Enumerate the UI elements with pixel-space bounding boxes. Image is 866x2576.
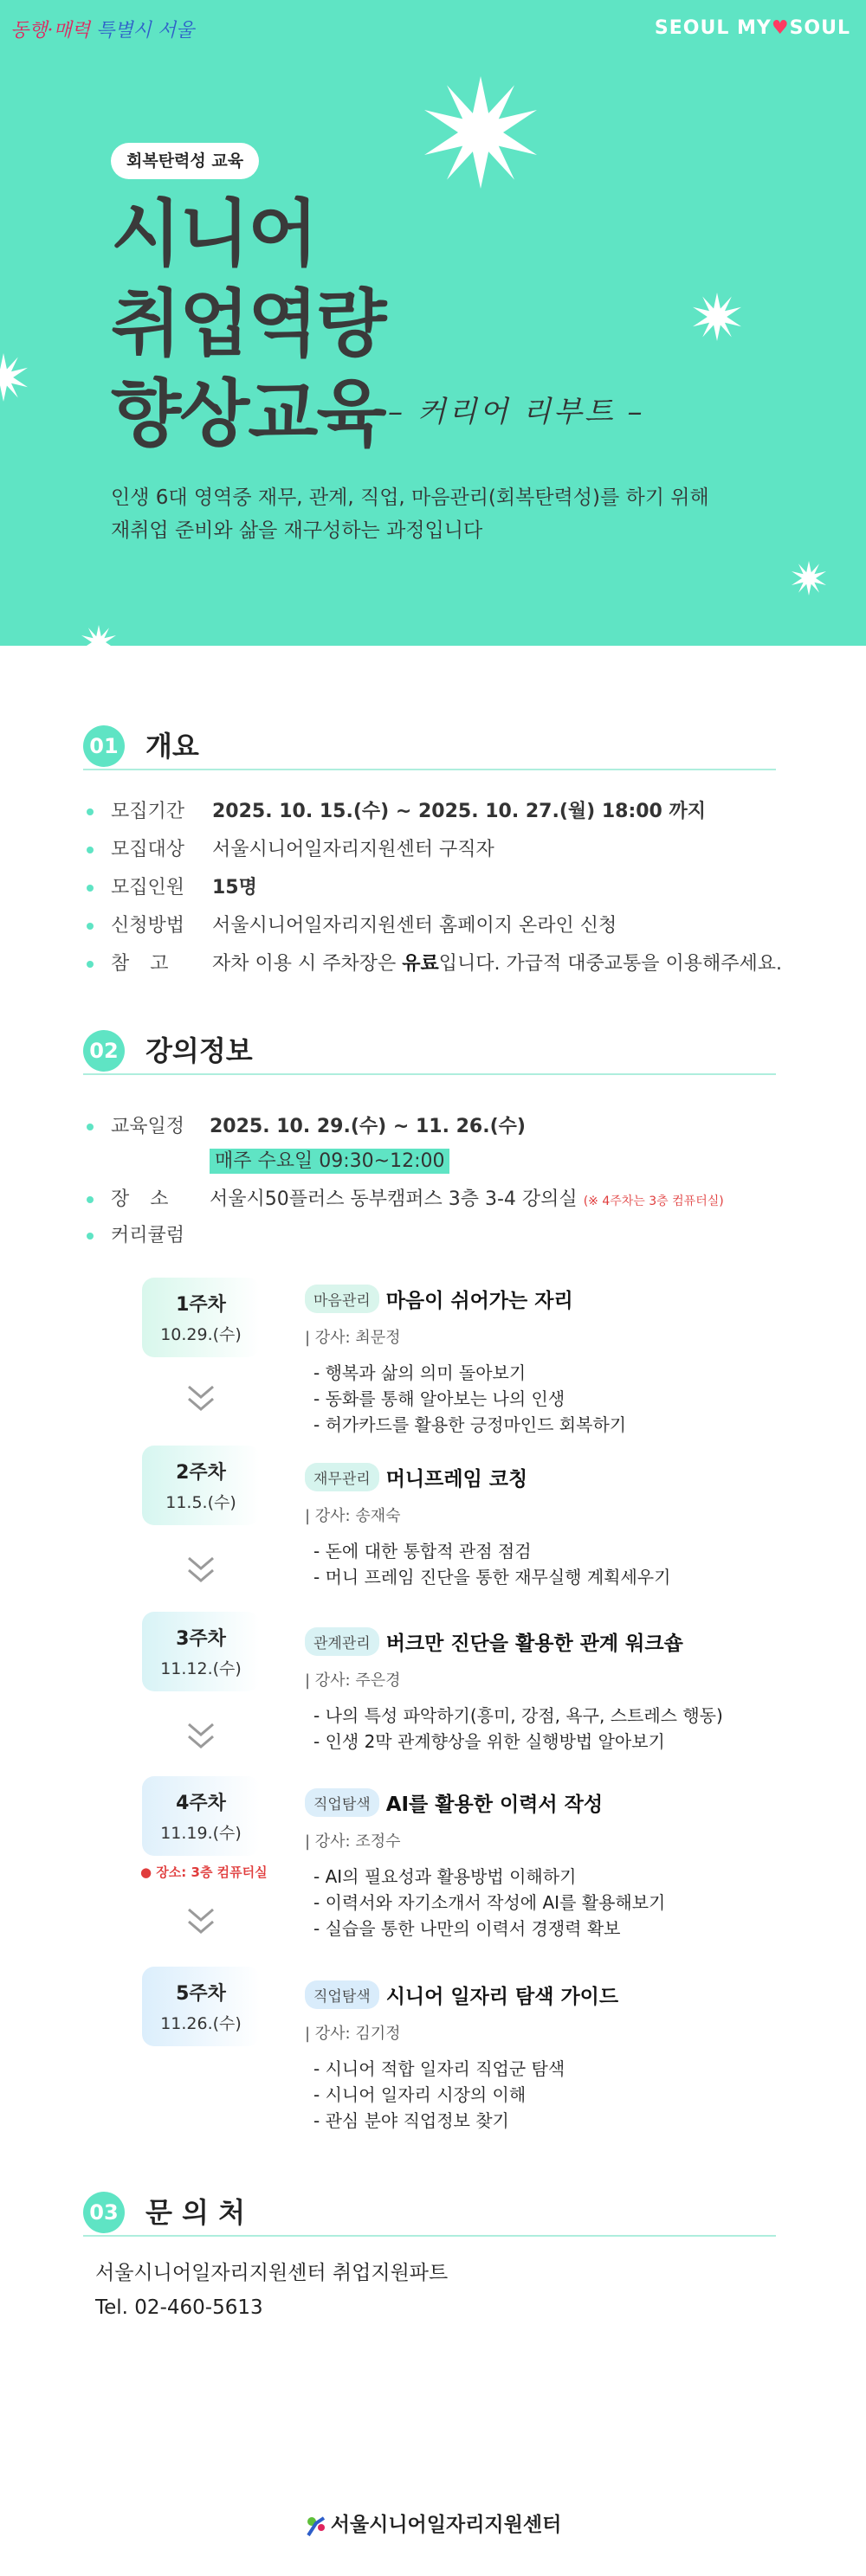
list-item: - 돈에 대한 통합적 관점 점검 — [313, 1541, 532, 1562]
sparkle-star-icon — [424, 76, 537, 189]
course-2 — [305, 1463, 790, 1590]
category-tag: 재무관리 — [305, 1463, 379, 1491]
week-card-3: 3주차 11.12.(수) — [142, 1612, 260, 1691]
info-row-target: 모집대상 서울시니어일자리지원센터 구직자 — [87, 833, 797, 867]
list-item: - 인생 2막 관계향상을 위한 실행방법 알아보기 — [313, 1731, 665, 1752]
section-contact-header — [83, 2186, 776, 2237]
place-note: (※ 4주차는 3층 컴퓨터실) — [583, 1195, 724, 1208]
org-logo-icon — [305, 2515, 327, 2537]
bullet-dot-icon — [87, 961, 94, 968]
week-card-5: 5주차 11.26.(수) — [142, 1967, 260, 2046]
course-title: 버크만 진단을 활용한 관계 워크숍 — [385, 1633, 683, 1655]
instructor: | 강사: 송재숙 — [305, 1507, 401, 1525]
bullet-dot-icon — [87, 1124, 94, 1130]
bullet-dot-icon — [87, 923, 94, 930]
program-badge: 회복탄력성 교육 — [111, 143, 259, 179]
course-topics — [313, 1360, 790, 1438]
section-title: 문 의 처 — [145, 2196, 246, 2229]
section-overview-header — [83, 720, 776, 770]
bullet-dot-icon — [87, 1196, 94, 1203]
bullet-dot-icon — [87, 847, 94, 853]
list-item: - 행복과 삶의 의미 돌아보기 — [313, 1362, 527, 1383]
week-card-1: 1주차 10.29.(수) — [142, 1278, 260, 1357]
info-row-note: 참고 자차 이용 시 주차장은 유료입니다. 가급적 대중교통을 이용해주세요. — [87, 947, 797, 982]
section-title: 강의정보 — [145, 1034, 253, 1067]
chevron-down-icon — [182, 1717, 220, 1755]
section-number: 02 — [83, 1030, 125, 1072]
sparkle-star-icon — [693, 293, 741, 341]
sparkle-star-icon — [0, 353, 28, 402]
sparkle-star-icon — [81, 625, 116, 646]
course-title: AI를 활용한 이력서 작성 — [385, 1794, 604, 1816]
schedule-time-highlight: 매주 수요일 09:30~12:00 — [210, 1149, 449, 1174]
sparkle-star-icon — [792, 561, 826, 596]
hero-subtitle: – 커리어 리부트 – — [388, 395, 645, 429]
info-row-schedule: 교육일정 2025. 10. 29.(수) ~ 11. 26.(수) — [87, 1110, 797, 1144]
section-number: 01 — [83, 725, 125, 767]
course-topics — [313, 2056, 790, 2134]
contact-info — [95, 2256, 448, 2325]
category-tag: 직업탐색 — [305, 1980, 379, 2009]
list-item: - 실습을 통한 나만의 이력서 경쟁력 확보 — [313, 1918, 621, 1939]
course-1 — [305, 1285, 790, 1438]
list-item: - 시니어 일자리 시장의 이해 — [313, 2084, 527, 2105]
chevron-down-icon — [182, 1903, 220, 1941]
chevron-down-icon — [182, 1551, 220, 1589]
heart-icon: ♥ — [771, 17, 790, 39]
course-title: 머니프레임 코칭 — [385, 1468, 528, 1491]
info-row-apply-method: 신청방법 서울시니어일자리지원센터 홈페이지 온라인 신청 — [87, 909, 797, 943]
seoul-my-soul-logo: SEOUL MY♥SOUL — [654, 17, 850, 39]
week-card-2: 2주차 11.5.(수) — [142, 1446, 260, 1525]
course-topics — [313, 1703, 790, 1755]
list-item: - AI의 필요성과 활용방법 이해하기 — [313, 1866, 577, 1887]
course-topics — [313, 1864, 790, 1942]
contact-tel: Tel. 02-460-5613 — [95, 2296, 263, 2319]
info-row-curriculum: 커리큘럼 — [87, 1219, 797, 1253]
section-number: 03 — [83, 2192, 125, 2233]
footer-org-logo: 서울시니어일자리지원센터 — [0, 2508, 866, 2537]
instructor: | 강사: 주은경 — [305, 1671, 401, 1690]
list-item: - 나의 특성 파악하기(흥미, 강점, 욕구, 스트레스 행동) — [313, 1705, 723, 1726]
course-4 — [305, 1788, 790, 1942]
hero-title: 시니어 취업역량 향상교육 — [111, 191, 385, 456]
contact-org: 서울시니어일자리지원센터 취업지원파트 — [95, 2262, 449, 2284]
instructor: | 강사: 김기정 — [305, 2025, 401, 2043]
instructor: | 강사: 최문정 — [305, 1329, 401, 1347]
list-item: - 허가카드를 활용한 긍정마인드 회복하기 — [313, 1414, 627, 1435]
instructor: | 강사: 조정수 — [305, 1832, 401, 1851]
category-tag: 직업탐색 — [305, 1788, 379, 1817]
bullet-dot-icon — [87, 885, 94, 892]
bullet-dot-icon — [87, 1233, 94, 1240]
info-row-period: 모집기간 2025. 10. 15.(수) ~ 2025. 10. 27.(월) 18:00 까지 — [87, 795, 797, 829]
week4-location-note: ● 장소: 3층 컴퓨터실 — [140, 1864, 268, 1880]
list-item: - 동화를 통해 알아보는 나의 인생 — [313, 1388, 565, 1409]
course-topics — [313, 1538, 790, 1590]
section-lecture-header — [83, 1025, 776, 1075]
section-title: 개요 — [145, 730, 199, 763]
category-tag: 마음관리 — [305, 1285, 379, 1313]
bullet-dot-icon — [87, 808, 94, 815]
info-row-capacity: 모집인원 15명 — [87, 871, 797, 905]
info-row-place: 장소 서울시50플러스 동부캠퍼스 3층 3-4 강의실 (※ 4주차는 3층 컴퓨터실) — [87, 1182, 797, 1217]
week-card-4: 4주차 11.19.(수) — [142, 1776, 260, 1856]
course-title: 마음이 쉬어가는 자리 — [385, 1290, 573, 1312]
category-tag: 관계관리 — [305, 1627, 379, 1656]
course-5 — [305, 1980, 790, 2134]
course-title: 시니어 일자리 탐색 가이드 — [385, 1986, 619, 2008]
list-item: - 시니어 적합 일자리 직업군 탐색 — [313, 2058, 565, 2079]
list-item: - 관심 분야 직업정보 찾기 — [313, 2110, 509, 2131]
seoul-slogan-logo: 동행·매력 특별시 서울 — [10, 20, 195, 42]
list-item: - 머니 프레임 진단을 통한 재무실행 계획세우기 — [313, 1567, 671, 1587]
course-3 — [305, 1627, 790, 1755]
hero-banner — [0, 0, 866, 646]
info-row-schedule-time — [87, 1144, 797, 1179]
chevron-down-icon — [182, 1380, 220, 1418]
hero-description: 인생 6대 영역중 재무, 관계, 직업, 마음관리(회복탄력성)를 하기 위해 재취업 준비와 삶을 재구성하는 과정입니다 — [111, 486, 709, 542]
list-item: - 이력서와 자기소개서 작성에 AI를 활용해보기 — [313, 1892, 666, 1913]
